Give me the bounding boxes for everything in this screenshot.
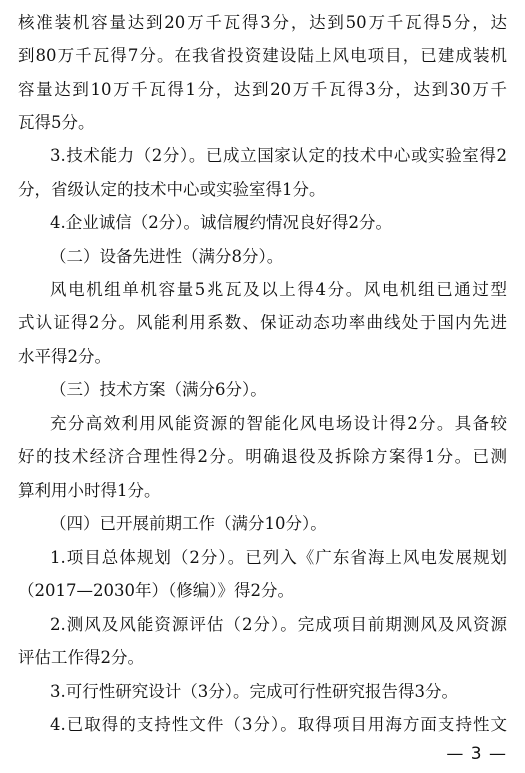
feasibility-line: 3.可行性研究设计（3分）。完成可行性研究报告得3分。: [50, 682, 458, 701]
planning-line-1: 1.项目总体规划（2分）。已列入《广东省海上风电发展规划: [50, 548, 507, 567]
technical-plan-line-3: 算利用小时得1分。: [18, 481, 161, 500]
planning-line-2: （2017—2030年）（修编）》得2分。: [18, 581, 294, 600]
equipment-line-2: 式认证得2分。风能利用系数、保证动态功率曲线处于国内先进: [18, 313, 507, 332]
wind-assessment-line-2: 评估工作得2分。: [18, 648, 144, 667]
section-heading-technical-plan: （三）技术方案（满分6分）。: [50, 380, 267, 399]
technical-capability-line-2: 分，省级认定的技术中心或实验室得1分。: [18, 180, 326, 199]
technical-plan-line-2: 好的技术经济合理性得2分。明确退役及拆除方案得1分。已测: [18, 447, 507, 466]
section-heading-equipment: （二）设备先进性（满分8分）。: [50, 247, 284, 266]
equipment-line-1: 风电机组单机容量5兆瓦及以上得4分。风电机组已通过型: [50, 280, 507, 299]
technical-plan-line-1: 充分高效利用风能资源的智能化风电场设计得2分。具备较: [50, 414, 507, 433]
technical-capability-line-1: 3.技术能力（2分）。已成立国家认定的技术中心或实验室得2: [50, 146, 507, 165]
supporting-documents-line: 4.已取得的支持性文件（3分）。取得项目用海方面支持性文: [50, 715, 507, 734]
page-number: — 3 —: [446, 744, 507, 764]
equipment-line-3: 水平得2分。: [18, 347, 111, 366]
paragraph-line-2: 到80万千瓦得7分。在我省投资建设陆上风电项目，已建成装机: [18, 46, 507, 65]
paragraph-line-1: 核准装机容量达到20万千瓦得3分，达到50万千瓦得5分，达: [18, 13, 507, 32]
wind-assessment-line-1: 2.测风及风能资源评估（2分）。完成项目前期测风及风资源: [50, 615, 507, 634]
enterprise-integrity-line: 4.企业诚信（2分）。诚信履约情况良好得2分。: [50, 213, 392, 232]
section-heading-preliminary-work: （四）已开展前期工作（满分10分）。: [50, 514, 327, 533]
paragraph-line-4: 瓦得5分。: [18, 113, 95, 132]
paragraph-line-3: 容量达到10万千瓦得1分，达到20万千瓦得3分，达到30万千: [18, 80, 507, 99]
